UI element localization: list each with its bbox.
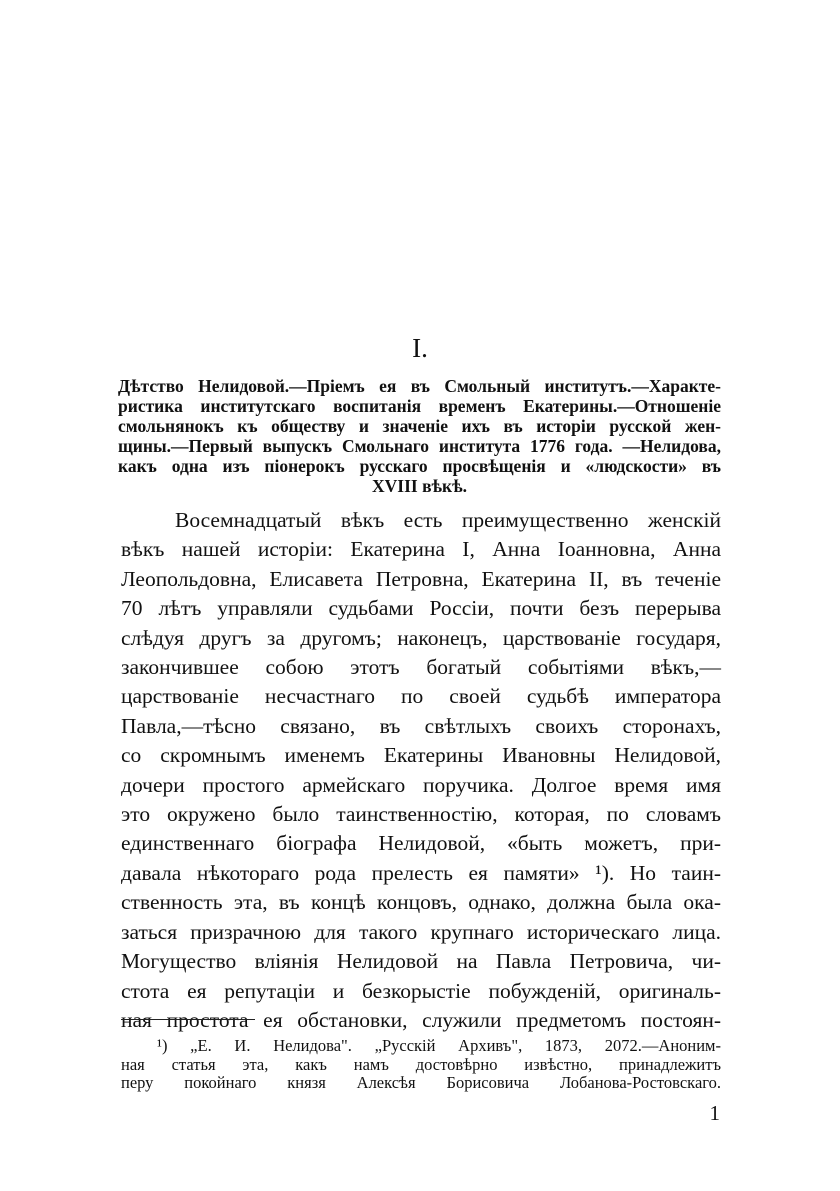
body-line: царствованіе несчастнаго по своей судьбѣ императора xyxy=(121,684,721,709)
body-line: со скромнымъ именемъ Екатерины Ивановны Нелидовой, xyxy=(121,743,721,768)
body-line: ная простота ея обстановки, служили предметомъ постоян- xyxy=(121,1007,721,1032)
footnote xyxy=(121,1037,721,1093)
body-line: Павла,—тѣсно связано, въ свѣтлыхъ своихъ сторонахъ, xyxy=(121,713,721,738)
body-paragraph xyxy=(121,506,721,1035)
body-line: стота ея репутаціи и безкорыстіе побужденій, оригиналь- xyxy=(121,978,721,1003)
body-line: это окружено было таинственностію, которая, по словамъ xyxy=(121,802,721,827)
synopsis-line: смольнянокъ къ обществу и значеніе ихъ въ исторіи русской жен- xyxy=(118,416,721,436)
body-line: заться призрачною для такого крупнаго историческаго лица. xyxy=(121,919,721,944)
body-line: вѣкъ нашей исторіи: Екатерина I, Анна Іоанновна, Анна xyxy=(121,537,721,562)
footnote-line: ная статья эта, какъ намъ достовѣрно извѣстно, принадлежитъ xyxy=(121,1054,721,1074)
synopsis-line: щины.—Первый выпускъ Смольнаго института 1776 года. —Нелидова, xyxy=(118,436,721,456)
body-line: Могущество вліянія Нелидовой на Павла Петровича, чи- xyxy=(121,949,721,974)
page-number: 1 xyxy=(709,1101,720,1125)
body-line: ственность эта, въ концѣ концовъ, однако, должна была ока- xyxy=(121,890,721,915)
body-line: давала нѣкотораго рода прелесть ея памяти» ¹). Но таин- xyxy=(121,860,721,885)
chapter-synopsis xyxy=(118,376,721,496)
synopsis-line: какъ одна изъ піонерокъ русскаго просвѣщенія и «людскости» въ xyxy=(118,456,721,476)
footnote-line: перу покойнаго князя Алексѣя Борисовича Лобанова-Ростовскаго. xyxy=(121,1073,721,1092)
footnote-divider xyxy=(121,1019,255,1020)
body-line: единственнаго біографа Нелидовой, «быть можетъ, при- xyxy=(121,831,721,856)
body-line: 70 лѣтъ управляли судьбами Россіи, почти безъ перерыва xyxy=(121,596,721,621)
chapter-number: I. xyxy=(412,333,428,363)
body-line: закончившее собою этотъ богатый событіями вѣкъ,— xyxy=(121,655,721,680)
synopsis-line: ристика институтскаго воспитанія временъ Екатерины.—Отношеніе xyxy=(118,396,721,416)
body-line: Восемнадцатый вѣкъ есть преимущественно женскій xyxy=(175,508,721,532)
synopsis-line: XVIII вѣкѣ. xyxy=(372,476,467,496)
body-line: дочери простого армейскаго поручика. Долгое время имя xyxy=(121,772,721,797)
body-line: Леопольдовна, Елисавета Петровна, Екатерина II, въ теченіе xyxy=(121,566,721,591)
synopsis-line: Дѣтство Нелидовой.—Пріемъ ея въ Смольный институтъ.—Характе- xyxy=(118,376,721,396)
body-line: слѣдуя другъ за другомъ; наконецъ, царствованіе государя, xyxy=(121,625,721,650)
footnote-line: ¹) „Е. И. Нелидова". „Русскій Архивъ", 1873, 2072.—Аноним- xyxy=(157,1036,721,1055)
